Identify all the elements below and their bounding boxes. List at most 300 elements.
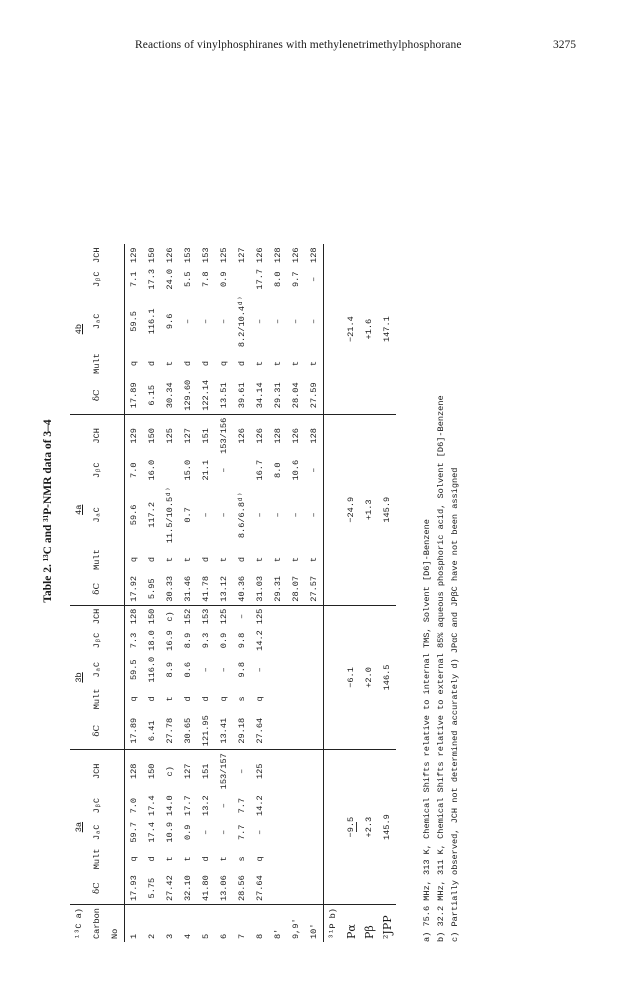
cell-c-4: 128 [273,428,283,444]
cell-a-4 [287,750,305,793]
cell-c-2: – [273,512,283,518]
cell-b-4 [287,605,305,627]
cell-d-4: 129 [125,244,144,265]
cell-b-1 [269,686,287,713]
cell-c-4: 126 [291,428,301,444]
p31-param: ²JPP [380,915,394,939]
cell-d-1: t [309,360,319,367]
cell-c-0: 29.31 [269,573,287,605]
cell-c-2: – [201,512,211,518]
cell-a-3 [269,792,287,819]
cell-b-0: 27.78 [161,712,179,749]
cell-d-1: d [183,360,193,367]
cell-d-4: 126 [165,247,175,263]
cell-c-1: t [309,557,319,563]
cell-a-2: – [255,829,265,835]
cell-c-4: 126 [237,428,247,444]
cell-d-1: t [291,360,301,367]
cell-d-0: 17.89 [125,377,144,414]
table-row [179,244,197,942]
cell-a-1: d [147,856,157,862]
cell-d-0: 34.14 [251,377,269,414]
jpbc-header: JᵦC [92,632,102,649]
cell-a-2 [269,819,287,846]
cell-a-2: 59.7 [125,819,144,846]
cell-d-3: 7.1 [125,266,144,293]
cell-b-0 [269,712,287,749]
cell-d-3: 5.5 [183,271,193,287]
cell-a-2: 17.4 [147,821,157,843]
jch-header: JCH [92,428,102,444]
cell-c-1: t [291,557,301,563]
cell-c-3 [233,457,251,484]
cell-a-0: 27.42 [161,872,179,904]
cell-d-2: – [255,318,265,324]
cell-d-1: d [201,360,211,367]
cell-c-2: 11.5/10.5ᵈ⁾ [165,486,175,544]
p31-value-d: −21.4 [342,244,360,414]
cell-b-1: t [165,696,175,702]
jch-header: JCH [92,608,102,625]
cell-d-2: – [183,318,193,324]
cell-b-2 [269,654,287,686]
cell-b-0: 17.89 [125,712,144,749]
cell-b-2: 8.9 [165,661,175,678]
cell-a-0: 41.80 [197,872,215,904]
carbon-number: 3 [165,933,175,939]
cell-d-4: 153 [201,247,211,263]
cell-c-3: 16.7 [255,459,265,481]
cell-d-3: 9.7 [291,271,301,287]
running-header-title: Reactions of vinylphosphiranes with methylenetrimethylphosphorane [135,39,462,51]
cell-d-2: 116.1 [147,308,157,335]
p31-rows [324,244,397,942]
cell-a-3: 7.7 [237,797,247,814]
cell-b-1: d [183,696,193,702]
cell-d-3: 24.0 [165,268,175,290]
cell-a-3: 14.2 [255,795,265,816]
p31-spacer [324,750,343,905]
delta-c-header: δC [88,872,106,904]
cell-c-1: d [201,557,211,563]
cell-d-3: 0.9 [219,271,229,287]
cell-d-0: 30.34 [161,377,179,414]
cell-d-0: 27.59 [305,377,324,414]
cell-c-1: t [255,557,265,563]
cell-c-1: d [147,557,157,563]
cell-a-2: – [219,829,229,835]
rotated-table-sheet [40,66,470,956]
cell-a-4: 125 [255,763,265,780]
cell-c-4: 128 [309,428,319,444]
p31-value-c: +1.3 [360,414,378,605]
cell-c-0: 27.57 [305,573,324,605]
cell-c-0: 30.33 [161,573,179,605]
table-caption: Table 2. ¹³C and ³¹P-NMR data of 3–4 [42,419,54,603]
cell-a-4: 153/157 [219,753,229,790]
cell-a-4: 128 [125,750,144,793]
cell-b-3: 8.9 [183,632,193,649]
cell-c-2: – [219,512,229,518]
cell-d-0: 6.15 [143,377,161,414]
p31-value-a: 145.9 [378,750,396,905]
cell-b-2: 116.0 [147,656,157,683]
cell-b-0: 13.41 [215,712,233,749]
cell-d-3: 17.3 [147,268,157,290]
cell-d-2: 59.5 [125,293,144,351]
jpbc-header: JᵦC [92,271,102,287]
compound-header-4a: 4a [70,414,88,605]
carbon-number: 2 [147,933,157,939]
cell-c-3: 7.0 [125,457,144,484]
p31-header-row [324,244,343,942]
p31-param: Pα [344,924,358,939]
cell-c-3: 21.1 [201,459,211,481]
cell-b-0: 121.95 [197,712,215,749]
cell-c-4: 125 [165,428,175,444]
cell-d-1: d [237,360,247,367]
cell-a-0 [305,872,324,904]
cell-d-4: 126 [291,247,301,263]
cell-b-2: 0.6 [183,661,193,678]
cell-a-1: t [183,856,193,862]
p31-value-d: 147.1 [378,244,396,414]
cell-d-0: 29.31 [269,377,287,414]
cell-b-1: q [125,686,144,713]
cell-c-1: t [183,557,193,563]
cell-d-1: t [255,360,265,367]
cell-a-3 [305,792,324,819]
jpac-header: JₐC [92,313,102,330]
cell-d-4: 150 [147,247,157,263]
cell-b-1 [287,686,305,713]
jch-header: JCH [92,763,102,780]
cell-c-0: 40.36 [233,573,251,605]
cell-a-0 [269,872,287,904]
cell-b-3: 18.0 [147,630,157,651]
cell-c-4: 126 [255,428,265,444]
table-row [342,244,360,942]
cell-c-3: 10.6 [291,459,301,481]
cell-c-0: 41.78 [197,573,215,605]
cell-c-3: – [219,467,229,473]
cell-c-2: 117.2 [147,502,157,528]
cell-a-2: – [201,829,211,835]
cell-a-1: q [255,856,265,862]
cell-b-2: 59.5 [125,654,144,686]
cell-a-4: c) [165,766,175,777]
cell-c-4: 150 [147,428,157,444]
cell-c-4: 153/156 [219,417,229,454]
table-row [233,244,251,942]
cell-a-0: 5.75 [143,872,161,904]
cell-c-2: – [291,512,301,518]
cell-c-4: 127 [183,428,193,444]
cell-a-4: 151 [201,763,211,780]
cell-d-1: t [273,360,283,367]
c13-rows [125,244,324,942]
cell-b-4: 125 [255,608,265,625]
cell-a-4 [305,750,324,793]
p31-value-c: 145.9 [378,414,396,605]
cell-b-4: c) [165,611,175,622]
cell-d-0: 129.60 [179,377,197,414]
cell-b-4: 152 [183,608,193,625]
cell-d-1: q [125,350,144,377]
cell-b-4 [305,605,324,627]
cell-a-2 [305,819,324,846]
table-row [378,244,396,942]
cell-a-0: 32.10 [179,872,197,904]
nmr-data-table [70,244,396,942]
jpbc-header: JᵦC [92,797,102,814]
cell-a-4: 127 [183,763,193,780]
cell-a-1: t [219,856,229,862]
cell-c-2: 59.6 [125,484,144,547]
cell-c-3: 15.0 [183,459,193,481]
cell-a-1 [305,846,324,873]
carbon-number: 8 [255,933,265,939]
mult-header: Mult [92,688,102,710]
table-row [125,244,144,942]
cell-c-1: q [125,546,144,573]
p31-value-d: +1.6 [360,244,378,414]
table-row [143,244,161,942]
cell-d-3: 8.0 [273,271,283,287]
footnote-b: b) 32.2 MHz, 311 K, Chemical Shifts relative to external 85% aqueous phosphoric acid, Solvent [D6]-Benzene [436,395,446,942]
cell-b-4: 150 [147,608,157,625]
table-row [215,244,233,942]
table-row [269,244,287,942]
page-number: 3275 [553,39,576,51]
cell-d-0: 122.14 [197,377,215,414]
p31-value-a: +2.3 [360,750,378,905]
cell-b-0: 29.18 [233,712,251,749]
footnote-c: c) Partially observed, JCH not determined accurately d) JPαC and JPβC have not been assigned [450,467,460,942]
cell-a-3: 17.7 [183,795,193,816]
cell-d-0: 13.51 [215,377,233,414]
cell-d-2: 9.6 [165,313,175,330]
table-row [197,244,215,942]
cell-b-1: d [201,696,211,702]
cell-c-4: 151 [201,428,211,444]
mult-header: Mult [92,549,102,570]
cell-a-3: – [219,803,229,809]
p31-value-a: −9.5 [342,750,360,905]
compound-header-3b: 3b [70,605,88,750]
cell-a-3 [287,792,305,819]
cell-b-4: 128 [125,605,144,627]
table-row [287,244,305,942]
cell-a-0 [287,872,305,904]
no-label: No [110,928,120,939]
cell-b-2 [287,654,305,686]
delta-c-header: δC [88,712,106,749]
jch-header: JCH [92,247,102,263]
cell-c-2: – [255,512,265,518]
table-row [251,244,269,942]
cell-b-3: 16.9 [165,630,175,651]
p31-value-b: +2.0 [360,605,378,750]
cell-b-1: q [255,696,265,702]
cell-d-1: d [147,360,157,367]
cell-a-3: 17.4 [147,795,157,816]
p31-spacer [324,605,343,750]
cell-d-3: – [309,276,319,282]
cell-b-3: 0.9 [219,632,229,649]
delta-c-header: δC [88,573,106,605]
cell-a-2 [287,819,305,846]
cell-b-4: – [237,613,247,620]
cell-b-4: 125 [219,608,229,625]
carbon-number: 5 [201,933,211,939]
p31-value-b: −6.1 [342,605,360,750]
cell-d-1: q [219,360,229,367]
cell-a-1 [287,846,305,873]
cell-b-4 [269,605,287,627]
cell-d-2: – [309,318,319,324]
carbon-number: 8' [273,928,283,939]
cell-c-1: t [165,557,175,563]
cell-b-0: 27.64 [251,712,269,749]
cell-a-1: q [125,846,144,873]
cell-b-0: 30.65 [179,712,197,749]
carbon-number: 9,9' [291,918,301,939]
p31-value-b: 146.5 [378,605,396,750]
cell-b-3: 9.8 [237,632,247,649]
cell-b-3 [305,627,324,654]
cell-d-2: – [273,318,283,324]
cell-b-2: 9.8 [237,661,247,678]
cell-b-3 [269,627,287,654]
p31-spacer [324,414,343,605]
cell-d-3: 17.7 [255,268,265,290]
cell-a-3: 14.0 [165,795,175,816]
cell-a-1: t [165,856,175,862]
cell-b-2: – [201,667,211,673]
cell-b-3 [287,627,305,654]
cell-a-4: 150 [147,763,157,780]
cell-b-2: – [255,667,265,673]
cell-a-0: 27.64 [251,872,269,904]
cell-c-2: 8.6/6.8ᵈ⁾ [237,491,247,539]
p31-param: Pβ [362,925,376,939]
cell-c-0: 13.12 [215,573,233,605]
cell-b-1: s [237,696,247,702]
cell-b-2 [305,654,324,686]
cell-c-1: d [237,557,247,563]
cell-d-4: 125 [219,247,229,263]
cell-b-3: 7.3 [125,627,144,654]
cell-d-2: 8.2/10.4ᵈ⁾ [237,295,247,348]
cell-a-4: – [237,768,247,774]
carbon-number: 1 [125,905,144,942]
jpac-header: JₐC [92,507,102,523]
p31-label: ³¹P b) [324,905,343,942]
cell-b-0 [305,712,324,749]
cell-c-0: 31.03 [251,573,269,605]
cell-d-2: – [219,318,229,324]
cell-b-2: – [219,667,229,673]
cell-d-4: 126 [255,247,265,263]
table-row [360,244,378,942]
cell-a-3: 13.2 [201,795,211,816]
cell-a-0: 28.56 [233,872,251,904]
table-row [161,244,179,942]
c13-label: ¹³C a) [74,908,84,939]
cell-c-2: – [309,512,319,518]
footnote-a: a) 75.6 MHz, 313 K, Chemical Shifts relative to internal TMS, Solvent [D6]-Benzene [422,519,432,942]
cell-c-1: t [219,557,229,563]
cell-a-2: 10.9 [165,821,175,843]
cell-a-1: d [201,856,211,862]
cell-a-1 [269,846,287,873]
cell-d-3 [233,266,251,293]
cell-d-0: 39.61 [233,377,251,414]
table-row [305,244,324,942]
cell-c-4: 129 [125,414,144,457]
mult-header: Mult [92,353,102,374]
cell-c-1: t [273,557,283,563]
carbon-number: 7 [237,933,247,939]
cell-a-3: 7.0 [125,792,144,819]
delta-c-header: δC [88,377,106,414]
cell-a-0: 17.93 [125,872,144,904]
cell-a-0: 13.06 [215,872,233,904]
cell-b-1: d [147,696,157,702]
carbon-number: 4 [183,933,193,939]
cell-c-2: 0.7 [183,507,193,523]
cell-b-0 [287,712,305,749]
cell-b-1 [305,686,324,713]
cell-d-1: t [165,360,175,367]
cell-c-3: 16.0 [147,459,157,481]
cell-c-3 [161,457,179,484]
p31-spacer [324,244,343,414]
cell-d-3: 7.8 [201,271,211,287]
jpac-header: JₐC [92,824,102,841]
cell-d-2: – [291,318,301,324]
mult-header: Mult [92,848,102,870]
cell-d-4: 153 [183,247,193,263]
compound-header-4b: 4b [70,244,88,414]
cell-d-0: 28.04 [287,377,305,414]
cell-b-4: 153 [201,608,211,625]
cell-c-3: – [309,467,319,473]
jpac-header: JₐC [92,661,102,678]
cell-c-0: 31.46 [179,573,197,605]
carbon-label: Carbon [92,908,102,939]
cell-d-4: 128 [273,247,283,263]
cell-a-4 [269,750,287,793]
cell-d-4: 128 [309,247,319,263]
cell-c-0: 17.92 [125,573,144,605]
cell-c-0: 28.07 [287,573,305,605]
cell-b-1: q [219,696,229,702]
cell-b-3: 9.3 [201,632,211,649]
carbon-number: 6 [219,933,229,939]
cell-b-0: 6.41 [143,712,161,749]
cell-b-3: 14.2 [255,630,265,651]
cell-d-2: – [201,318,211,324]
carbon-number: 10' [309,923,319,939]
cell-d-4: 127 [237,247,247,263]
compound-header-3a: 3a [70,750,88,905]
cell-a-2: 7.7 [237,824,247,841]
cell-c-0: 5.95 [143,573,161,605]
cell-a-1: s [237,856,247,862]
cell-a-2: 0.9 [183,824,193,841]
